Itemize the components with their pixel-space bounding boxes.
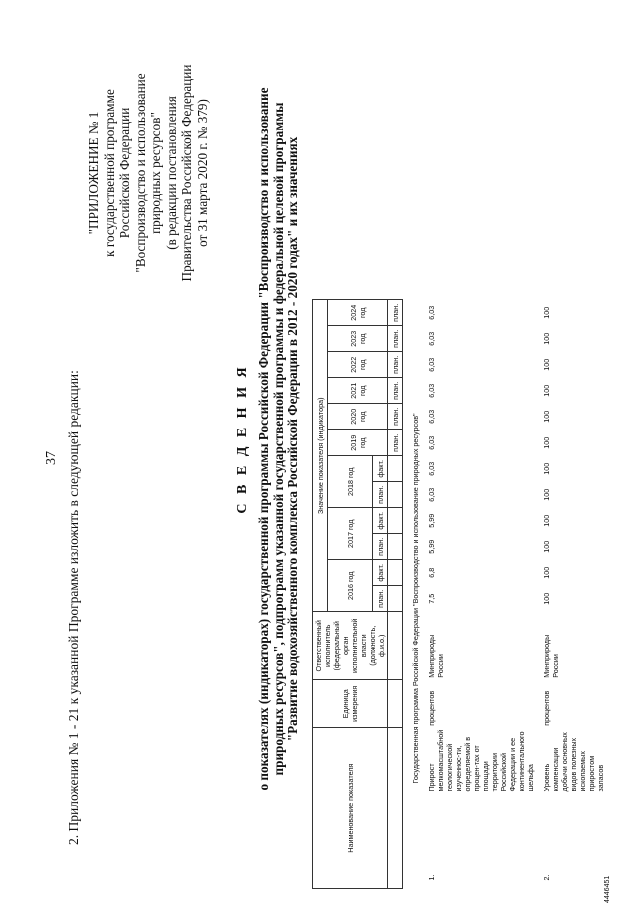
row-value: 100 (542, 358, 551, 371)
document-id: 4446451 (604, 875, 611, 903)
row-name: Уровень компенсации добычи основных видов полезных ископаемых приростом запасов (542, 732, 605, 792)
row-value: 6,03 (427, 357, 436, 372)
appendix-line: к государственной программе (101, 89, 117, 257)
header-year: 2019 год (328, 430, 388, 456)
header-plan: план. (388, 378, 403, 404)
indicators-table (312, 299, 606, 889)
table-row (426, 300, 536, 889)
row-value: 6,03 (427, 383, 436, 398)
header-plan: план. (388, 300, 403, 326)
header-year: 2021 год (328, 378, 388, 404)
appendix-header (86, 23, 210, 323)
header-year: 2022 год (328, 352, 388, 378)
row-value: 100 (542, 566, 551, 579)
header-plan: план. (373, 586, 388, 612)
header-plan: план. (373, 534, 388, 560)
header-fact: факт. (373, 508, 388, 534)
row-value: 5,99 (427, 513, 436, 528)
header-year: 2023 год (328, 326, 388, 352)
row-value: 100 (542, 592, 551, 605)
header-unit: Единица измерения (313, 680, 388, 728)
row-value: 100 (542, 410, 551, 423)
header-plan: план. (388, 430, 403, 456)
row-value: 7,5 (427, 593, 436, 604)
header-plan: план. (388, 352, 403, 378)
title-heading: С В Е Д Е Н И Я (235, 364, 250, 514)
appendix-line: "Воспроизводство и использование (132, 73, 148, 273)
row-value: 100 (542, 462, 551, 475)
row-value: 6,8 (427, 567, 436, 578)
table-row (536, 300, 606, 889)
row-number: 2. (542, 874, 551, 881)
appendix-line: (в редакции постановления (163, 96, 179, 250)
row-value: 6,03 (427, 331, 436, 346)
header-values-group: Значение показателя (индикатора) (313, 300, 328, 612)
row-value: 100 (542, 384, 551, 397)
appendix-line: "ПРИЛОЖЕНИЕ № 1 (86, 111, 101, 235)
header-year: 2018 год (328, 456, 373, 508)
row-value: 6,03 (427, 487, 436, 502)
appendix-line: Российской Федерации (117, 107, 132, 239)
document-title (235, 19, 301, 859)
row-value: 5,99 (427, 539, 436, 554)
header-year: 2020 год (328, 404, 388, 430)
row-number: 1. (427, 874, 436, 881)
page-number: 37 (44, 451, 59, 465)
header-year: 2024 год (328, 300, 388, 326)
title-line: о показателях (индикаторах) государственной программы Российской Федерации "Воспроизводство и использование (256, 87, 271, 791)
row-value: 100 (542, 514, 551, 527)
title-line: природных ресурсов", подпрограмм указанной государственной программы и федеральной целевой программы (270, 102, 286, 776)
row-unit: процентов (542, 690, 551, 726)
section-title: Государственная программа Российской Федерации "Воспроизводство и использование природных ресурсов" (411, 413, 420, 784)
header-plan: план. (373, 482, 388, 508)
header-fact: факт. (373, 456, 388, 482)
header-plan: план. (388, 404, 403, 430)
row-name: Прирост мелкомасштабной геологической изученнос-ти, определяемой в процен-тах от площади территории Российской Федерации и ее континентального шельфа (427, 729, 535, 792)
row-value: 6,03 (427, 461, 436, 476)
row-value: 6,03 (427, 305, 436, 320)
header-responsible: Ответственный исполнитель (федеральный орган исполнительной власти (должность, ф.и.о.) (313, 612, 388, 680)
appendix-line: Правительства Российской Федерации (179, 64, 194, 282)
row-value: 6,03 (427, 409, 436, 424)
row-value: 100 (542, 436, 551, 449)
row-responsible: Минприроды России (427, 634, 445, 678)
row-unit: процентов (427, 690, 436, 726)
row-value: 100 (542, 488, 551, 501)
row-value: 100 (542, 306, 551, 319)
header-year: 2017 год (328, 508, 373, 560)
title-line: "Развитие водохозяйственного комплекса Российской Федерации в 2012 - 2020 годах" и их значениях (285, 136, 300, 742)
intro-text: 2. Приложения № 1 - 21 к указанной Программе изложить в следующей редакции: (66, 370, 81, 845)
header-year: 2016 год (328, 560, 373, 612)
row-responsible: Минприроды России (542, 634, 560, 678)
row-value: 100 (542, 332, 551, 345)
header-name: Наименование показателя (313, 728, 388, 889)
appendix-line: природных ресурсов" (148, 112, 163, 234)
header-plan: план. (388, 326, 403, 352)
appendix-line: от 31 марта 2020 г. № 379) (194, 99, 210, 247)
row-value: 100 (542, 540, 551, 553)
header-fact: факт. (373, 560, 388, 586)
row-value: 6,03 (427, 435, 436, 450)
